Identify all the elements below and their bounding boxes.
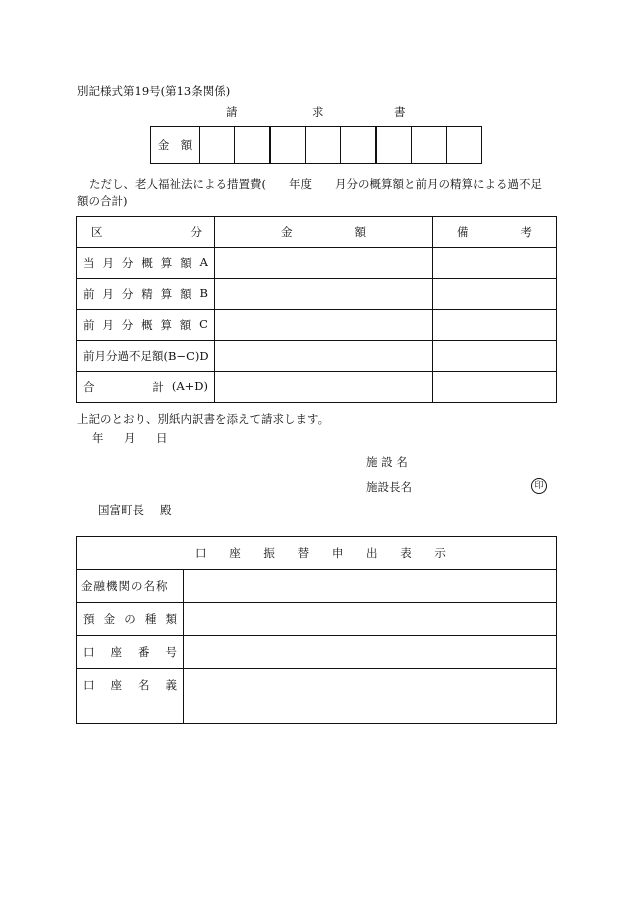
row-label: 合 計 (A+D) <box>77 372 215 403</box>
bank-table-title-row <box>77 537 557 570</box>
table-row <box>77 603 557 636</box>
table-header-row <box>77 217 557 248</box>
amount-digit-cell[interactable] <box>341 127 377 164</box>
header-char: 備 <box>457 225 469 239</box>
amount-cell[interactable] <box>215 310 433 341</box>
date-day: 日 <box>156 431 168 445</box>
header-remarks <box>433 217 557 248</box>
facility-name-label: 施 設 名 <box>366 455 408 469</box>
header-amount <box>215 217 433 248</box>
remarks-cell[interactable] <box>433 279 557 310</box>
description-line: 額の合計) <box>77 194 128 208</box>
remarks-cell[interactable] <box>433 248 557 279</box>
description-line: ただし、老人福祉法による措置費( 年度 月分の概算額と前月の精算による過不足 <box>89 177 542 191</box>
director-name-label: 施設長名 <box>366 480 412 494</box>
seal-mark: 印 <box>531 478 547 494</box>
row-label: 当 月 分 概 算 額 A <box>77 248 215 279</box>
amount-digit-cell[interactable] <box>306 127 341 164</box>
header-char: 考 <box>520 225 532 239</box>
amount-digit-box <box>150 126 482 164</box>
amount-digit-cell[interactable] <box>376 127 412 164</box>
amount-digit-cell[interactable] <box>270 127 306 164</box>
row-label: 前 月 分 精 算 額 B <box>77 279 215 310</box>
table-row <box>77 248 557 279</box>
remarks-cell[interactable] <box>433 341 557 372</box>
row-label: 前 月 分 概 算 額 C <box>77 310 215 341</box>
account-holder-field[interactable] <box>184 669 557 724</box>
title-char: 請 <box>226 105 238 119</box>
amount-cell[interactable] <box>215 279 433 310</box>
table-row <box>77 636 557 669</box>
billing-table <box>76 216 557 403</box>
account-number-field[interactable] <box>184 636 557 669</box>
recipient-name: 国富町長 <box>98 503 144 517</box>
table-row <box>77 372 557 403</box>
amount-digit-cell[interactable] <box>235 127 271 164</box>
header-char: 分 <box>190 225 202 239</box>
recipient <box>98 503 172 517</box>
row-label: 口 座 番 号 <box>77 636 184 669</box>
amount-cell[interactable] <box>215 248 433 279</box>
table-row <box>77 279 557 310</box>
title-char: 書 <box>394 105 406 119</box>
bank-table-title: 口 座 振 替 申 出 表 示 <box>77 537 557 570</box>
row-label: 金融機関の名称 <box>77 570 184 603</box>
row-label: 預 金 の 種 類 <box>77 603 184 636</box>
amount-digit-cell[interactable] <box>412 127 447 164</box>
row-label: 口 座 名 義 <box>77 669 184 724</box>
description <box>77 176 562 210</box>
header-char: 額 <box>354 225 366 239</box>
header-char: 区 <box>91 225 103 239</box>
amount-digit-cell[interactable] <box>200 127 235 164</box>
table-row <box>77 341 557 372</box>
row-label: 前月分過不足額(B−C)D <box>77 341 215 372</box>
recipient-suffix: 殿 <box>160 503 172 517</box>
bank-name-field[interactable] <box>184 570 557 603</box>
remarks-cell[interactable] <box>433 310 557 341</box>
amount-label: 金 額 <box>151 127 200 164</box>
amount-cell[interactable] <box>215 341 433 372</box>
table-row <box>77 669 557 724</box>
bank-transfer-table <box>76 536 557 724</box>
title-char: 求 <box>312 105 324 119</box>
deposit-type-field[interactable] <box>184 603 557 636</box>
date-month: 月 <box>124 431 136 445</box>
header-char: 金 <box>281 225 293 239</box>
amount-digit-cell[interactable] <box>447 127 482 164</box>
remarks-cell[interactable] <box>433 372 557 403</box>
form-number: 別記様式第19号(第13条関係) <box>77 84 231 98</box>
amount-cell[interactable] <box>215 372 433 403</box>
table-row <box>77 570 557 603</box>
header-category <box>77 217 215 248</box>
table-row <box>77 310 557 341</box>
date-year: 年 <box>92 431 104 445</box>
request-statement: 上記のとおり、別紙内訳書を添えて請求します。 <box>77 412 330 426</box>
